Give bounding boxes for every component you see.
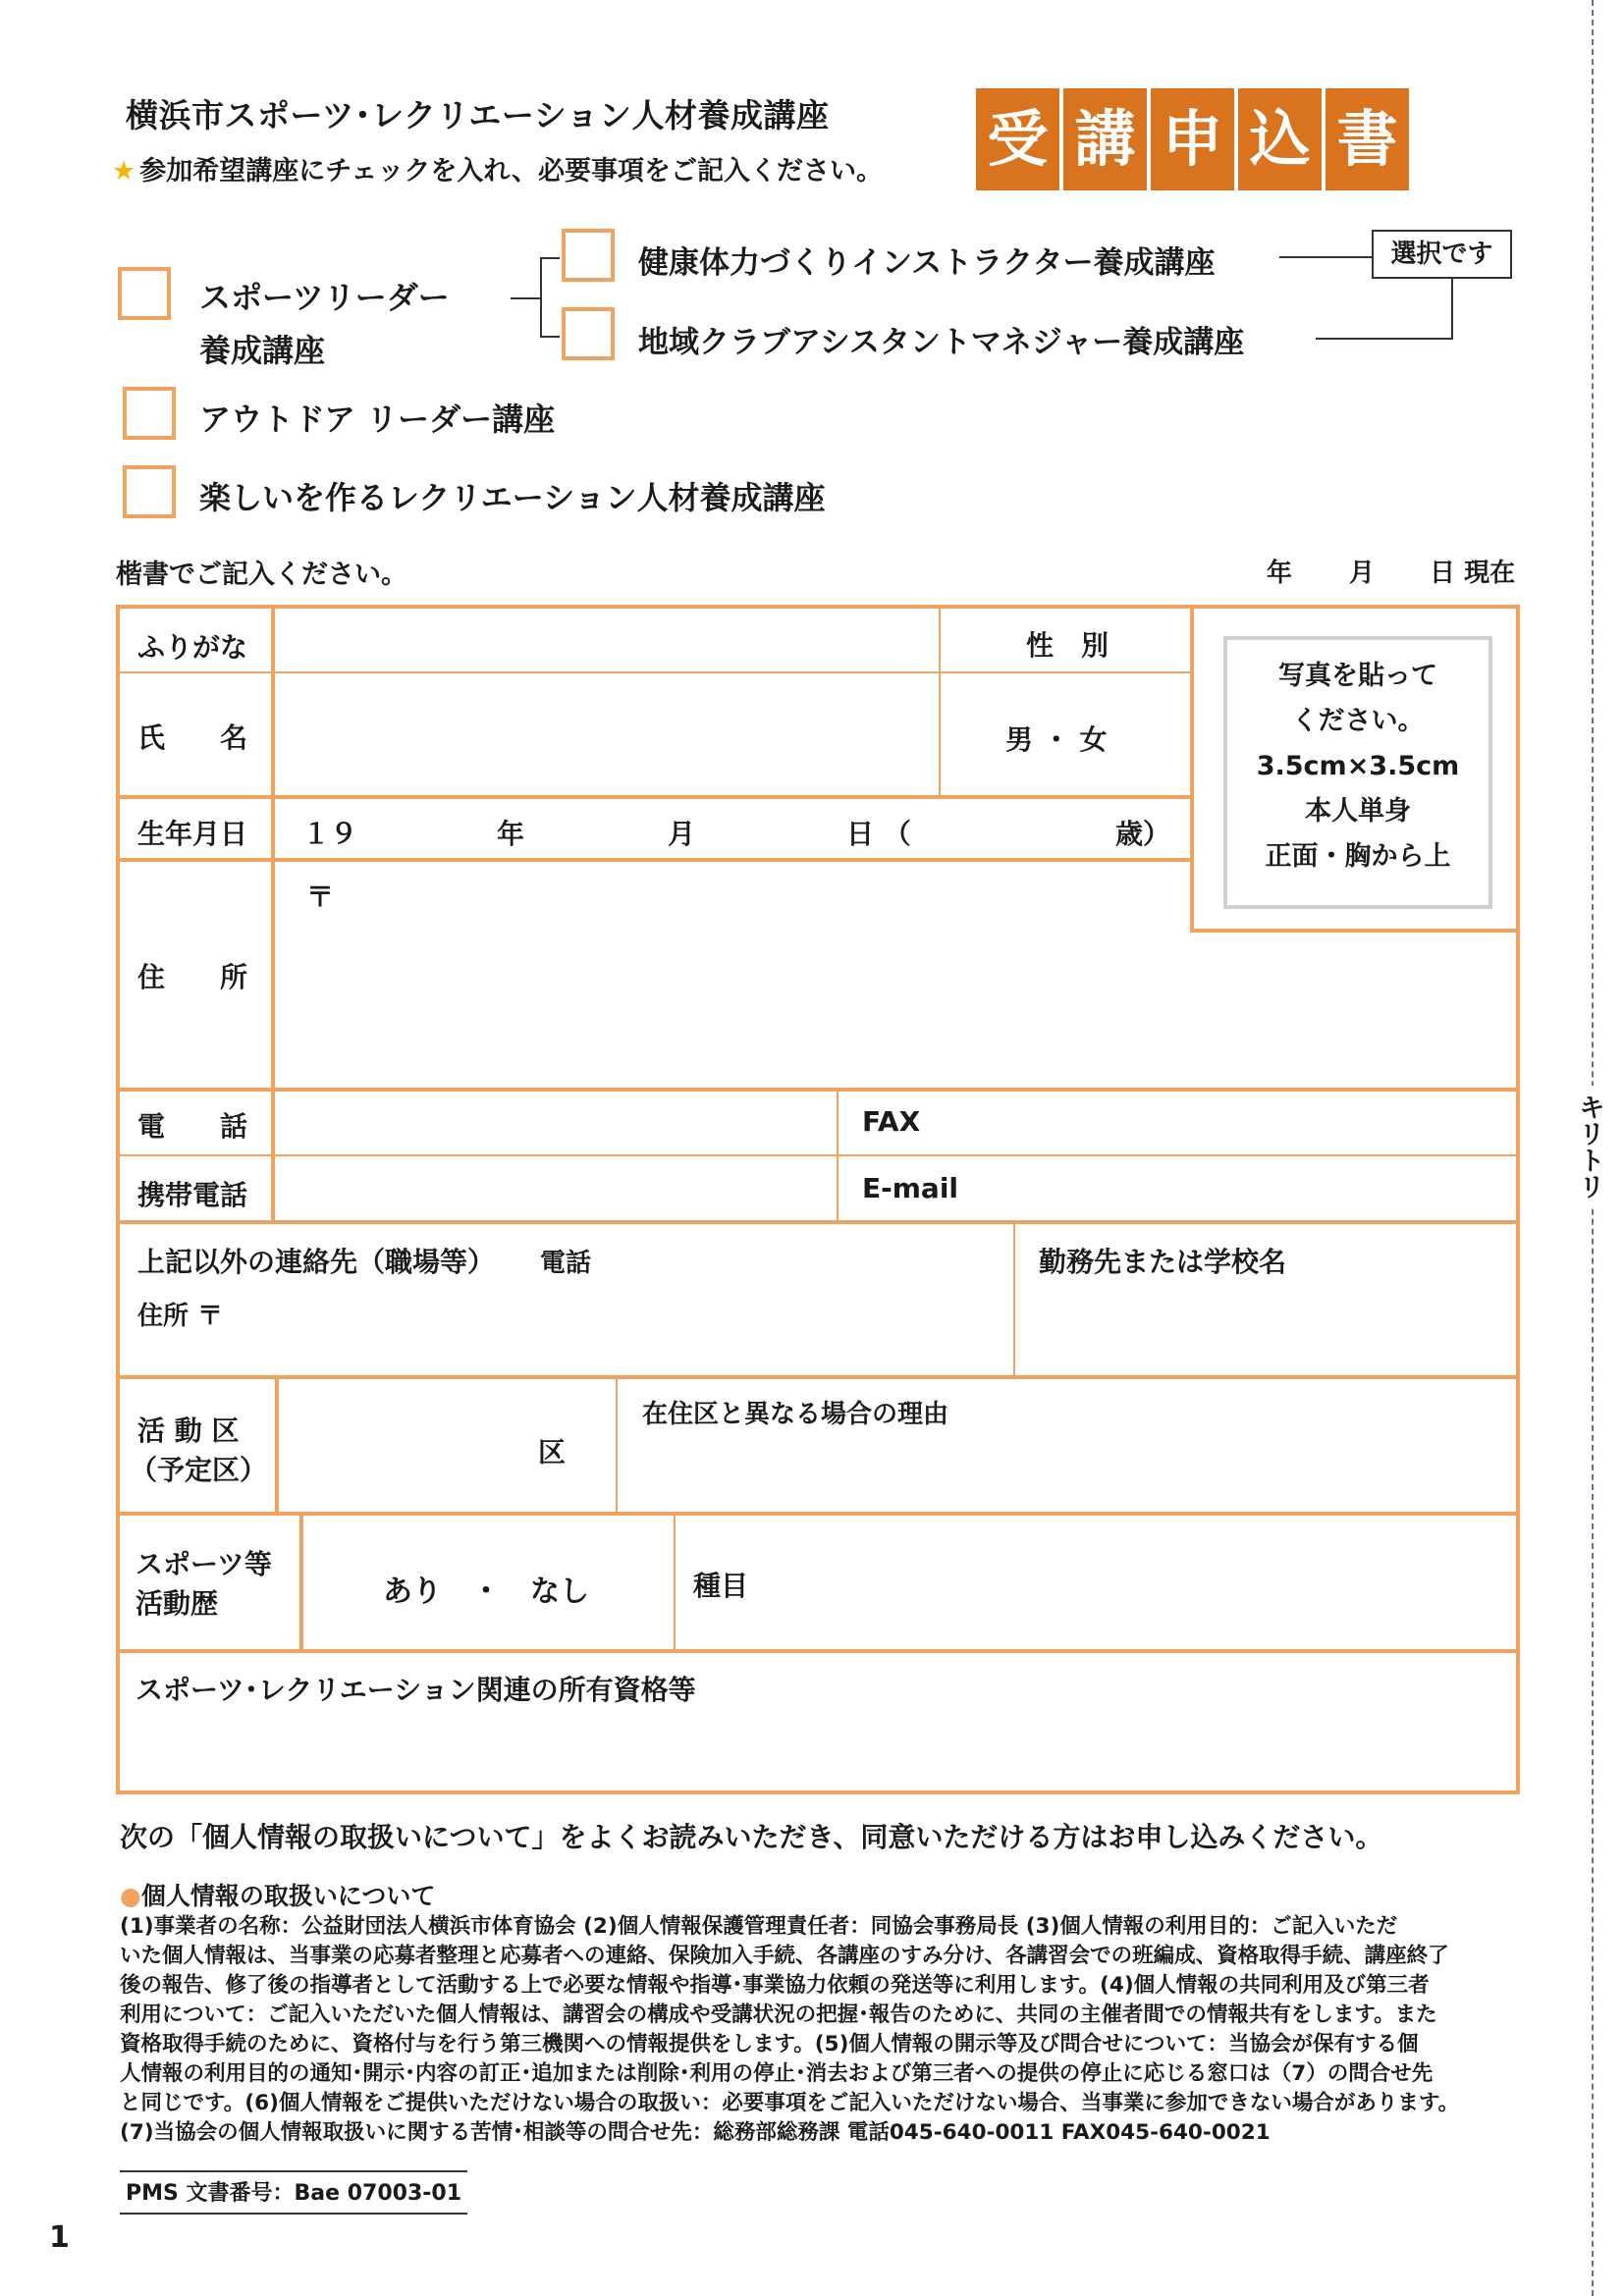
page-number: 1 [49,2220,70,2255]
consent-notice: 次の「個人情報の取扱いについて」をよくお読みいただき、同意いただける方はお申し込みください。 [120,1821,1383,1853]
photo-instruction: 本人単身 [1305,796,1411,827]
form-rule [116,1088,1520,1092]
photo-instruction: 正面・胸から上 [1265,841,1451,872]
bracket-line [540,257,542,338]
gender-label: 性 別 [1026,629,1110,662]
form-rule [1190,929,1520,933]
day-label: 日 現在 [1430,559,1516,588]
form-rule [116,671,1194,673]
form-rule [271,1088,275,1221]
form-title-char: 書 [1326,88,1409,190]
other-phone-label: 電話 [540,1249,592,1278]
address-label: 住 所 [137,961,248,993]
birth-century: １９ [302,818,358,850]
bracket-line [540,257,560,259]
furigana-label: ふりがな [137,631,248,664]
birthdate-label: 生年月日 [137,818,248,850]
outdoor-leader-label: アウトドア リーダー講座 [199,400,556,438]
yes-no-choice[interactable]: あり ・ なし [383,1575,589,1609]
star-icon: ★ [112,156,136,187]
photo-size: 3.5cm×3.5cm [1256,751,1460,781]
photo-instruction: ください。 [1291,706,1425,736]
form-rule [116,1649,1520,1653]
privacy-line: (1)事業者の名称：公益財団法人横浜市体育協会 (2)個人情報保護管理責任者：同協会事務局長 (3)個人情報の利用目的：ご記入いただ [120,1914,1398,1939]
other-address-label: 住所 〒 [137,1302,224,1331]
sports-leader-checkbox[interactable] [118,267,171,320]
sports-history-label-2: 活動歴 [135,1587,219,1620]
bracket-line [540,336,560,338]
privacy-line: いた個人情報は、当事業の応募者整理と応募者への連絡、保険加入手続、各講座のすみ分け、各講習会での班編成、資格取得手続、講座終了 [120,1944,1449,1968]
privacy-body [120,1912,1524,2148]
workplace-label: 勤務先または学校名 [1039,1246,1287,1278]
privacy-heading [120,1877,435,1912]
activity-ward-label: 活 動 区 [137,1415,240,1447]
current-date-note [1267,553,1515,589]
select-note-box: 選択です [1372,230,1512,279]
form-title [976,88,1409,190]
ward-suffix: 区 [538,1436,567,1468]
organization-title: 横浜市スポーツ･レクリエーション人材養成講座 [126,96,830,134]
outdoor-leader-checkbox[interactable] [123,387,176,440]
birth-year-unit: 年 [497,818,525,850]
form-rule [674,1512,676,1651]
club-assistant-label: 地域クラブアシスタントマネジャー養成講座 [638,325,1245,360]
mobile-phone-label: 携帯電話 [137,1179,248,1211]
ward-reason-label: 在住区と異なる場合の理由 [642,1400,949,1429]
privacy-line: 後の報告、修了後の指導者として活動する上で必要な情報や指導･事業協力依頼の発送等に利用します。(4)個人情報の共同利用及び第三者 [120,1973,1430,1998]
event-label: 種目 [693,1570,749,1602]
form-rule [271,605,275,1090]
form-title-char: 受 [976,88,1059,190]
other-contact-label: 上記以外の連絡先（職場等） [137,1246,496,1278]
form-rule [616,1375,618,1514]
sports-leader-label-2: 養成講座 [199,332,326,369]
age-unit: 歳） [1115,818,1171,850]
form-title-char: 申 [1151,88,1234,190]
instruction-label: 参加希望講座にチェックを入れ、必要事項をご記入ください。 [139,156,884,187]
club-assistant-checkbox[interactable] [562,307,615,360]
cut-here-label: キリトリ [1575,1086,1608,1207]
form-title-char: 講 [1063,88,1147,190]
pms-document-number: PMS 文書番号：Bae 07003-01 [120,2170,467,2215]
fax-label: FAX [862,1105,921,1138]
birth-month-unit: 月 [668,818,696,850]
bracket-line [511,297,540,299]
instruction-text [112,149,883,187]
fun-recreation-checkbox[interactable] [123,465,176,518]
form-rule [1013,1220,1015,1377]
privacy-line: (7)当協会の個人情報取扱いに関する苦情･相談等の問合せ先：総務部総務課 電話045-640-0011 FAX045-640-0021 [120,2120,1271,2145]
planned-ward-label: （予定区） [130,1454,268,1486]
form-rule [116,1220,1520,1224]
fitness-instructor-label: 健康体力づくりインストラクター養成講座 [638,245,1216,281]
form-rule [116,1375,1520,1379]
form-title-char: 込 [1238,88,1322,190]
block-letters-note: 楷書でご記入ください。 [116,560,407,590]
month-label: 月 [1349,559,1376,588]
qualifications-label: スポーツ･レクリエーション関連の所有資格等 [135,1674,696,1706]
photo-placeholder [1223,636,1492,909]
photo-instruction: 写真を貼って [1278,661,1437,691]
fun-recreation-label: 楽しいを作るレクリエーション人材養成講座 [199,479,826,516]
sports-history-label: スポーツ等 [135,1548,272,1580]
privacy-line: と同じです。(6)個人情報をご提供いただけない場合の取扱い：必要事項をご記入いただけない場合、当事業に参加できない場合があります。 [120,2091,1460,2115]
form-rule [116,1512,1520,1516]
privacy-heading-label: 個人情報の取扱いについて [140,1882,436,1910]
name-label: 氏 名 [137,721,248,754]
connector-line [1279,256,1372,258]
connector-line [1451,279,1453,340]
bullet-dot-icon: ● [120,1882,141,1910]
privacy-line: 資格取得手続のために、資格付与を行う第三機関への情報提供をします。(5)個人情報の開示等及び問合せについて：当協会が保有する個 [120,2032,1419,2056]
privacy-line: 利用について：ご記入いただいた個人情報は、講習会の構成や受講状況の把握･報告のために、共同の主催者間での情報共有をします。また [120,2002,1437,2027]
form-rule [837,1088,839,1221]
sports-leader-label: スポーツリーダー [199,279,450,316]
form-rule [1190,605,1194,933]
year-label: 年 [1267,559,1293,588]
form-rule [275,1375,279,1514]
connector-line [1316,338,1453,340]
form-rule [116,795,1194,799]
birth-day-unit: 日 （ [846,818,911,850]
gender-choice[interactable]: 男 ・ 女 [1005,723,1108,756]
phone-label: 電 話 [137,1110,248,1143]
form-rule [939,605,941,799]
form-rule [116,1154,1520,1156]
privacy-line: 人情報の利用目的の通知･開示･内容の訂正･追加または削除･利用の停止･消去および第三者への提供の停止に応じる窓口は（7）の問合せ先 [120,2061,1434,2086]
postal-mark: 〒 [306,881,335,913]
form-rule [299,1512,303,1651]
fitness-instructor-checkbox[interactable] [562,229,615,282]
form-rule [116,858,1194,862]
email-label: E-mail [862,1172,959,1204]
